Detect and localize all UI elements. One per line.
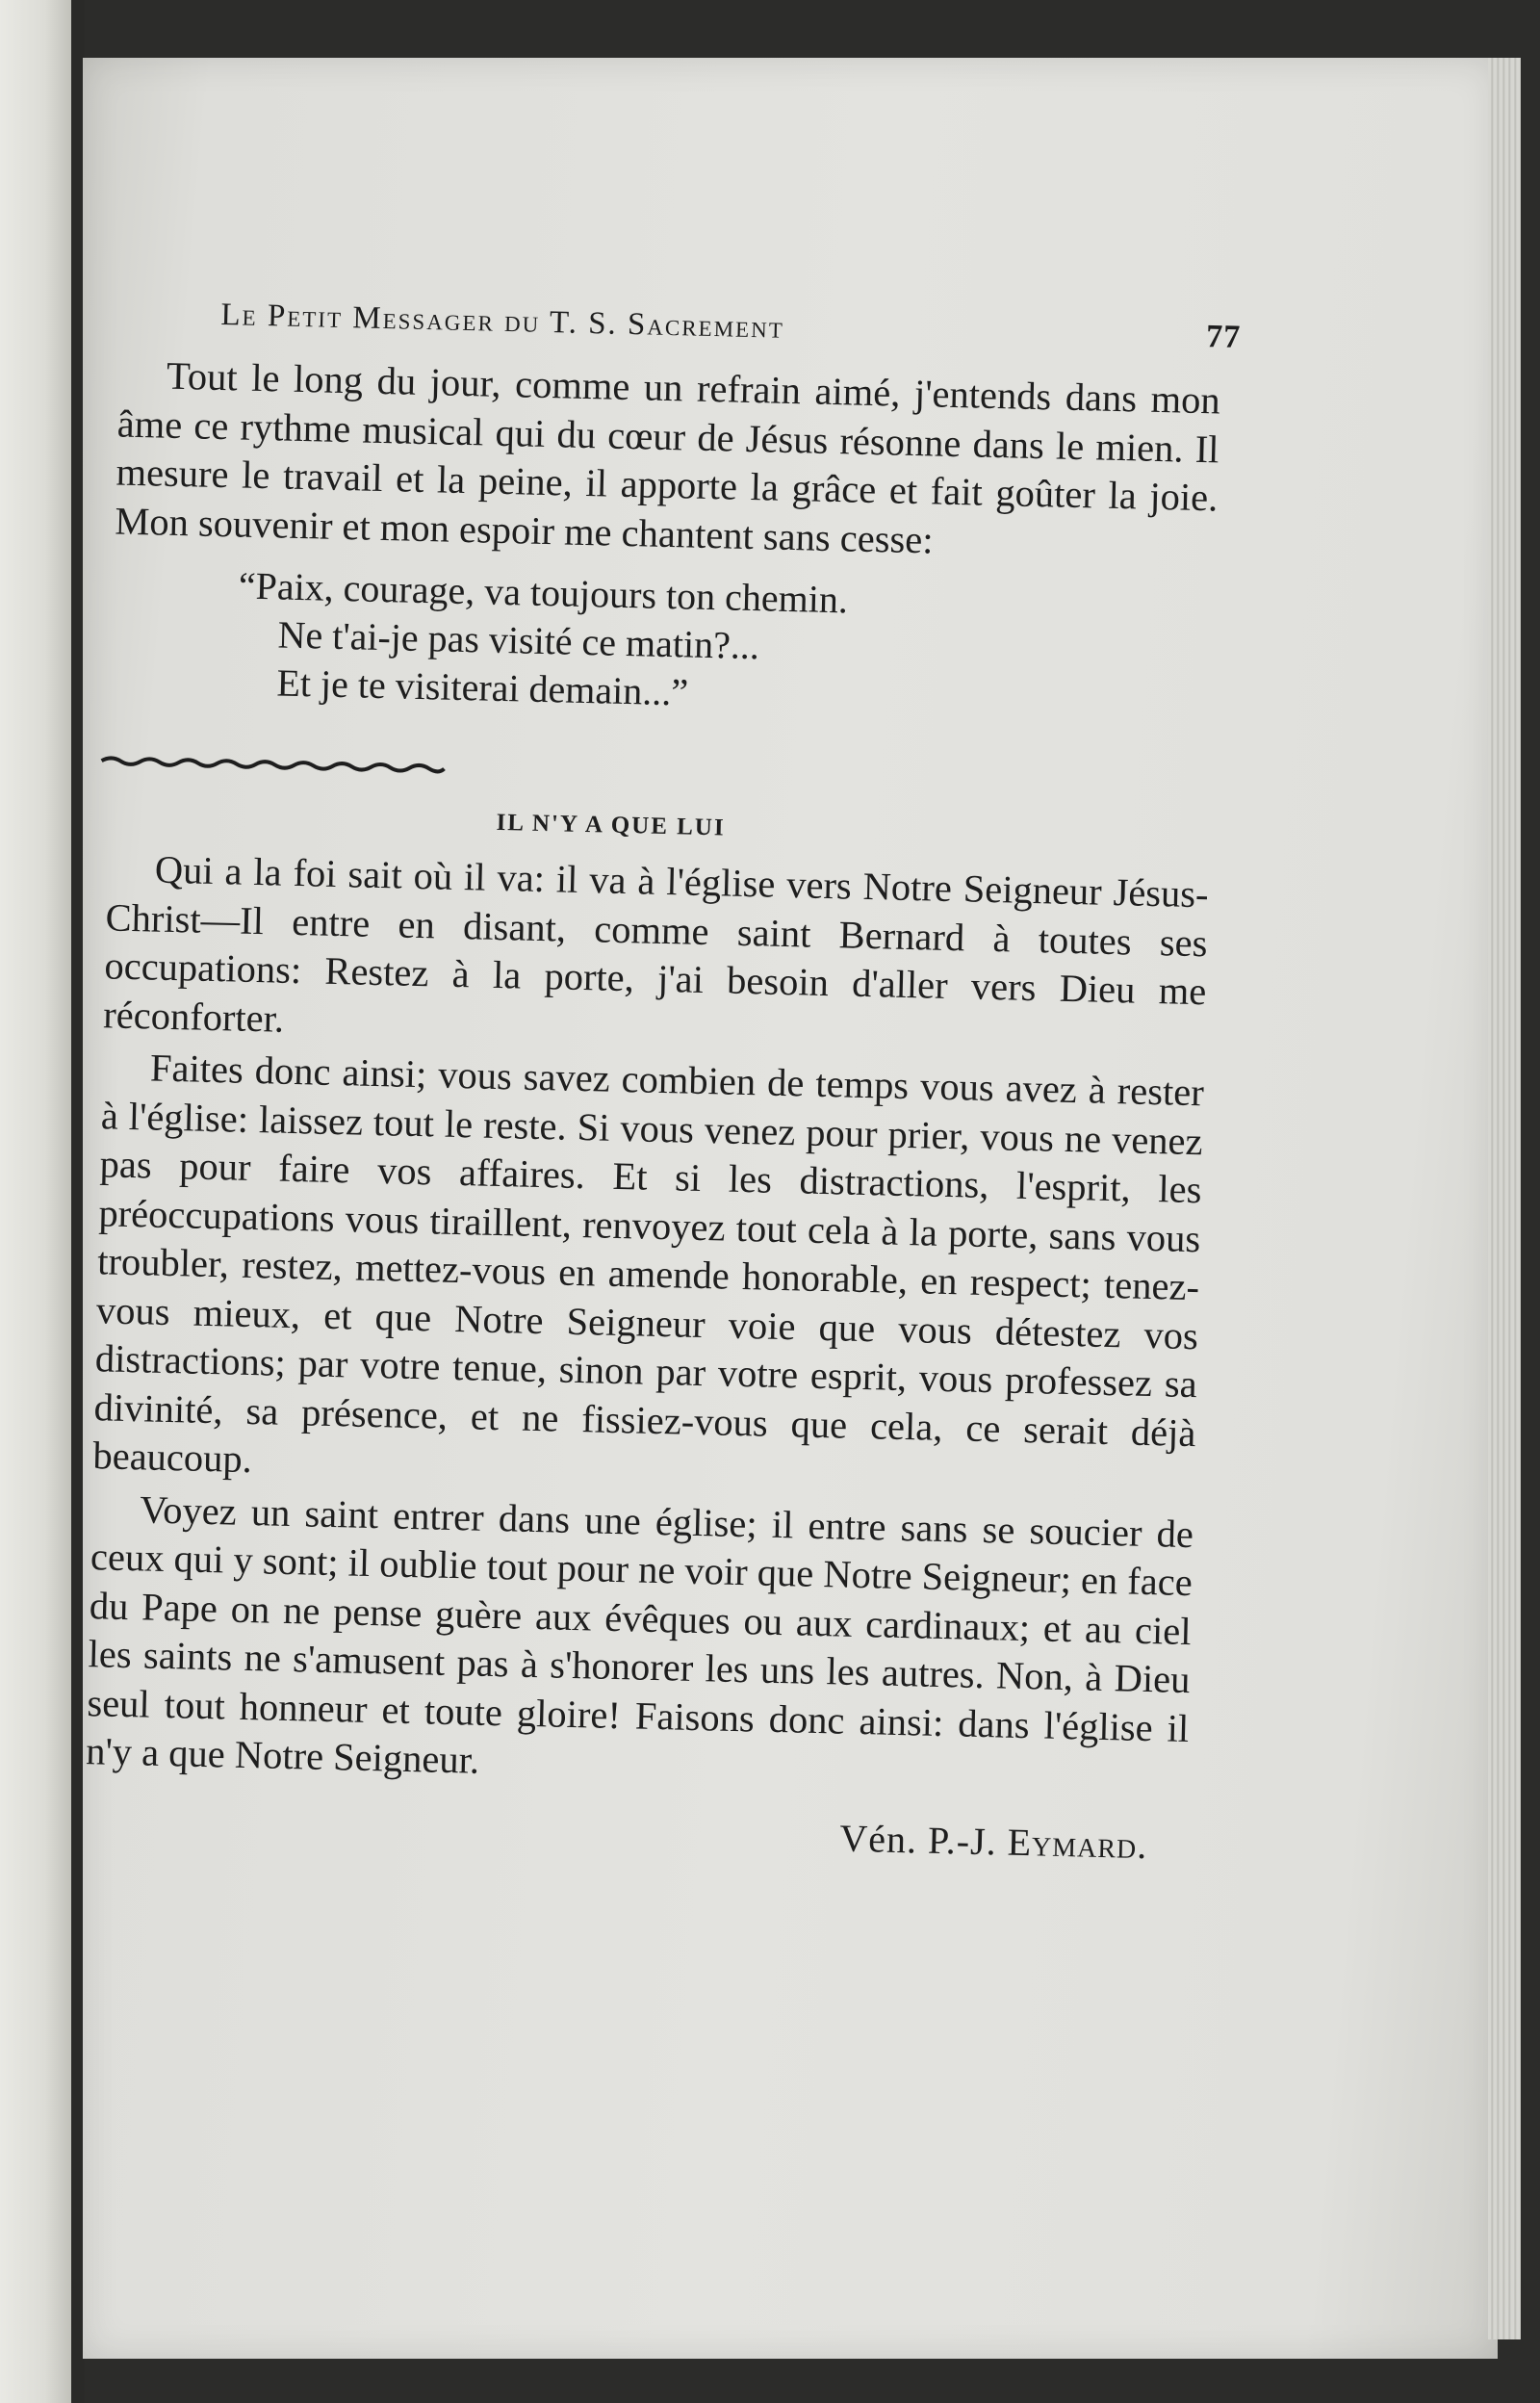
article-paragraph-3: Voyez un saint entrer dans une église; il entre sans se soucier de ceux qui y sont; il oublie tout pour ne voir que Notre Seigneur; en face du Pape on ne pense guère aux évêques ou aux cardinaux; et au ciel les saints ne s'amusent pas à s'honorer les uns les autres. Non, à Dieu seul tout honneur et toute gloire! Faisons donc ainsi: dans l'église il n'y a que Notre Seigneur. <box>85 1486 1194 1782</box>
page-number: 77 <box>1205 319 1242 355</box>
signature-prefix: Vén. P.-J. <box>838 1816 998 1863</box>
running-title: Le Petit Messager du T. S. Sacrement <box>220 297 785 346</box>
article-paragraph-2: Faites donc ainsi; vous savez combien de temps vous avez à rester à l'église: laissez tout le reste. Si vous venez pour prier, vous ne venez pas pour faire vos affaires. Et si les distractions, l'esprit, les préoccupations vous tiraillent, renvoyez tout cela à la porte, sans vous troubler, restez, mettez-vous en amende honorable, en respect; tenez-vous mieux, et que Notre Seigneur voie que vous détestez vos distractions; par votre tenue, sinon par votre esprit, vous professez sa divinité, sa présence, et ne fissiez-vous que cela, ce serait déjà beaucoup. <box>92 1046 1205 1482</box>
article-title: IL N'Y A QUE LUI <box>496 809 726 841</box>
page-stack-edge <box>1488 58 1521 2339</box>
page-content <box>84 288 1242 1869</box>
intro-paragraph: Tout le long du jour, comme un refrain aimé, j'entends dans mon âme ce rythme musical qui du cœur de Jésus résonne dans le mien. Il mesure le travail et la peine, il apporte la grâce et fait goûter la joie. Mon souvenir et mon espoir me chantent sans cesse: <box>114 353 1221 561</box>
poem-line-3: Et je te visiterai demain...” <box>276 660 689 714</box>
facing-page-edge <box>0 0 75 2403</box>
poem <box>236 561 1216 729</box>
signature-surname: Eymard. <box>1007 1820 1148 1867</box>
poem-line-1: “Paix, courage, va toujours ton chemin. <box>238 563 849 622</box>
section-divider <box>99 753 446 774</box>
article-paragraph-1: Qui a la foi sait où il va: il va à l'église vers Notre Seigneur Jésus-Christ—Il entre en disant, comme saint Bernard à toutes ses occupations: Restez à la porte, j'ai besoin d'aller vers Dieu me réconforter. <box>102 847 1210 1041</box>
poem-line-2: Ne t'ai-je pas visité ce matin?... <box>277 612 760 668</box>
